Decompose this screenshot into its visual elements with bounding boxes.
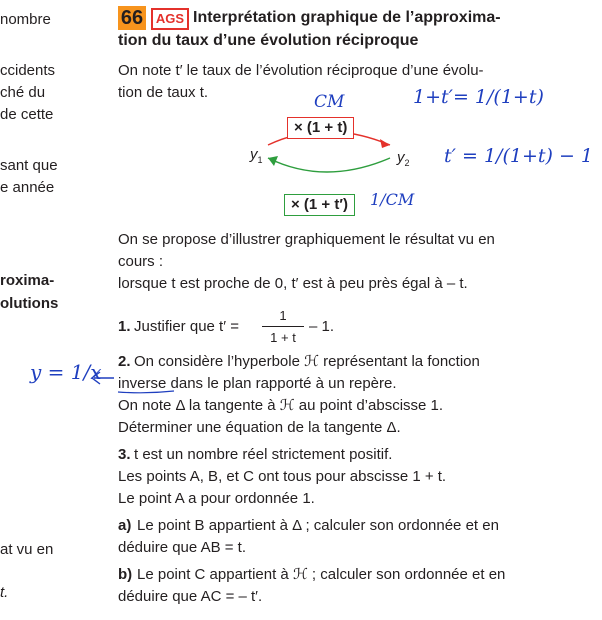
intro-text: On note t′ le taux de l’évolution réciproque d’une évolu- [118, 62, 484, 79]
left-fragment: de cette [0, 106, 54, 123]
paragraph: cours : [118, 253, 164, 270]
left-fragment: e année [0, 179, 55, 196]
bottom-arrowhead-icon [268, 156, 278, 166]
left-fragment: ché du [0, 84, 46, 101]
handwritten-underline [116, 389, 176, 395]
question-2-label: 2. [118, 353, 131, 370]
question-3b-text: déduire que AC = – t′. [118, 588, 263, 605]
question-3b-text: Le point C appartient à ℋ ; calculer son ordonnée et en [137, 566, 506, 583]
question-1-text: Justifier que t′ = [134, 318, 239, 335]
exercise-title: Interprétation graphique de l’approxima- [193, 9, 501, 26]
left-fragment: nombre [0, 11, 51, 28]
handwritten-y-eq: y = 1/x [30, 360, 102, 384]
exercise-number: 66 [118, 6, 146, 30]
handwritten-cm: CM [314, 92, 345, 112]
question-3a-text: Le point B appartient à Δ ; calculer son ordonnée et en [137, 517, 499, 534]
question-2-text: On note Δ la tangente à ℋ au point d’abscisse 1. [118, 397, 444, 414]
question-1-label: 1. [118, 318, 131, 335]
question-2-text: On considère l’hyperbole ℋ représentant la fonction [134, 353, 480, 370]
fraction-numerator: 1 [279, 308, 287, 323]
multiply-box-top: × (1 + t) [287, 117, 354, 139]
question-2-text: Déterminer une équation de la tangente Δ. [118, 419, 401, 436]
paragraph: On se propose d’illustrer graphiquement le résultat vu en [118, 231, 495, 248]
question-3-text: t est un nombre réel strictement positif. [134, 446, 393, 463]
fraction-denominator: 1 + t [270, 330, 296, 345]
left-fragment: olutions [0, 295, 59, 312]
label-y2: $y_2$ [397, 149, 410, 168]
question-3a-text: déduire que AB = t. [118, 539, 247, 556]
handwritten-frac-cm: 1/CM [370, 190, 415, 209]
question-3b-label: b) [118, 566, 133, 583]
ags-tag: AGS [151, 8, 189, 30]
left-fragment: at vu en [0, 541, 54, 558]
left-fragment: roxima- [0, 272, 55, 289]
handwritten-eq1: 1+t′= 1/(1+t) [413, 86, 544, 108]
left-fragment: ccidents [0, 62, 56, 79]
question-3a-label: a) [118, 517, 132, 534]
bottom-arrow-icon [268, 158, 390, 172]
top-arrowhead-icon [380, 139, 390, 148]
intro-text: tion de taux t. [118, 84, 209, 101]
question-1-tail: – 1. [309, 318, 335, 335]
question-3-label: 3. [118, 446, 131, 463]
exercise-title: tion du taux d’une évolution réciproque [118, 32, 419, 49]
question-3-text: Les points A, B, et C ont tous pour abscisse 1 + t. [118, 468, 447, 485]
paragraph: lorsque t est proche de 0, t′ est à peu près égal à – t. [118, 275, 468, 292]
multiply-box-bottom: × (1 + t′) [284, 194, 355, 216]
left-fragment: t. [0, 584, 9, 601]
left-fragment: sant que [0, 157, 58, 174]
label-y1: $y_1$ [250, 146, 263, 165]
handwritten-arrow-icon [86, 368, 116, 388]
question-2-text: inverse dans le plan rapporté à un repère. [118, 375, 397, 392]
fraction-bar [262, 326, 304, 327]
question-3-text: Le point A a pour ordonnée 1. [118, 490, 315, 507]
handwritten-eq2: t′ = 1/(1+t) − 1 [444, 145, 593, 167]
